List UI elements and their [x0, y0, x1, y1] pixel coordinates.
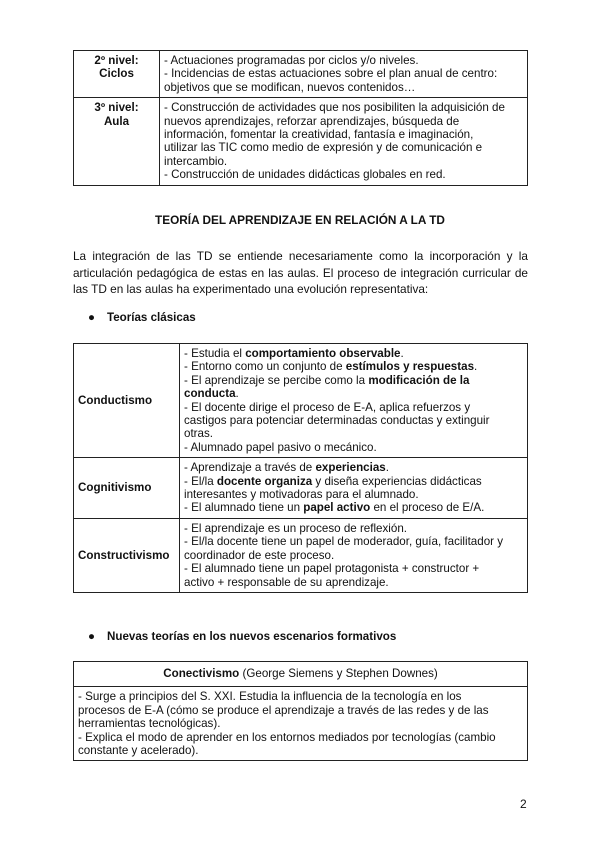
text-line	[184, 360, 523, 373]
text-line: intercambio.	[164, 154, 228, 168]
text-line: activo + responsable de su aprendizaje.	[184, 575, 389, 589]
text-fragment: .	[235, 387, 239, 401]
text-line: coordinador de este proceso.	[184, 548, 335, 562]
page-number: 2	[520, 797, 527, 811]
emphasis: experiencias	[315, 461, 386, 475]
emphasis: docente organiza	[216, 474, 313, 488]
text-line: interesantes y motivadoras para el alumnado.	[184, 488, 419, 502]
text-line: - Construcción de actividades que nos posibiliten la adquisición de	[164, 101, 505, 115]
levels-table	[73, 50, 528, 186]
theory-description	[180, 344, 528, 458]
text-line: utilizar las TIC como medio de expresión y de comunicación e	[164, 141, 483, 155]
text-fragment: - Estudia el	[184, 347, 246, 360]
text-fragment: - Entorno como un conjunto de	[184, 360, 346, 374]
text-fragment: - El alumnado tiene un	[184, 501, 304, 515]
theory-name: Constructivismo	[74, 518, 180, 592]
level-label-cell	[74, 51, 160, 98]
bullet-classic-theories	[88, 311, 196, 324]
text-fragment: - El aprendizaje se percibe como la	[184, 373, 369, 387]
table-row	[74, 687, 528, 761]
bullet-new-theories	[88, 630, 396, 643]
text-fragment: .	[385, 461, 389, 475]
theory-description	[180, 518, 528, 592]
text-fragment: - Aprendizaje a través de	[184, 461, 316, 475]
table-row	[74, 98, 528, 185]
emphasis: estímulos y respuestas	[345, 360, 475, 374]
level-label-cell	[74, 98, 160, 185]
theory-description	[180, 458, 528, 519]
text-fragment: en el proceso de E/A.	[370, 501, 485, 515]
level-description-cell	[160, 98, 528, 185]
text-line: - Actuaciones programadas por ciclos y/o niveles.	[164, 54, 419, 67]
bullet-label: Nuevas teorías en los nuevos escenarios formativos	[107, 630, 397, 643]
text-line: nuevos aprendizajes, reforzar aprendizajes, búsqueda de	[164, 114, 460, 128]
bullet-icon: ●	[88, 630, 96, 643]
text-line: procesos de E-A (cómo se produce el aprendizaje a través de las redes y de las	[78, 703, 489, 717]
text-line: información, fomentar la creatividad, fantasía e imaginación,	[164, 128, 474, 142]
text-line: herramientas tecnológicas).	[78, 717, 221, 731]
text-line: castigos para potenciar determinadas conductas y extinguir	[184, 414, 490, 428]
text-line: - Explica el modo de aprender en los entornos mediados por tecnologías (cambio	[78, 730, 496, 744]
level-description-cell	[160, 51, 528, 98]
emphasis: conducta	[184, 387, 236, 401]
text-line: - El aprendizaje es un proceso de reflexión.	[184, 521, 407, 535]
level-name: Aula	[103, 114, 130, 128]
emphasis: comportamiento observable	[245, 347, 401, 360]
table-row	[74, 51, 528, 98]
text-line: - Surge a principios del S. XXI. Estudia la influencia de la tecnología en los	[78, 690, 462, 704]
intro-paragraph: La integración de las TD se entiende necesariamente como la incorporación y la articulación pedagógica de estas en las aulas. El proceso de integración curricular de las TD en las aulas ha experimentado una evolución representativa:	[73, 249, 528, 296]
text-line	[184, 374, 523, 387]
text-line	[184, 347, 523, 360]
text-line	[184, 461, 523, 474]
table-row	[74, 662, 528, 687]
text-line	[184, 387, 523, 400]
text-line: - Alumnado papel pasivo o mecánico.	[184, 440, 377, 454]
theory-name: Conductismo	[74, 344, 180, 458]
text-fragment: .	[400, 347, 404, 360]
table-row	[74, 458, 528, 519]
conectivismo-description	[74, 687, 528, 761]
section-title: TEORÍA DEL APRENDIZAJE EN RELACIÓN A LA TD	[155, 213, 445, 227]
text-line: constante y acelerado).	[78, 744, 199, 758]
text-fragment: .	[474, 360, 478, 374]
bullet-icon: ●	[88, 311, 96, 324]
text-line: - El alumnado tiene un papel protagonista + constructor +	[184, 562, 480, 576]
bullet-label: Teorías clásicas	[107, 311, 196, 324]
theory-name: Conectivismo	[163, 667, 240, 680]
text-line: - Construcción de unidades didácticas globales en red.	[164, 168, 446, 182]
table-row	[74, 344, 528, 458]
conectivismo-header	[74, 662, 528, 687]
table-row	[74, 518, 528, 592]
emphasis: modificación de la	[368, 373, 470, 387]
conectivismo-table	[73, 661, 528, 761]
text-line	[184, 475, 523, 488]
theories-table	[73, 343, 528, 593]
level-label: 3º nivel:	[94, 101, 139, 115]
level-name: Ciclos	[99, 67, 134, 81]
text-line: objetivos que se modifican, nuevos contenidos…	[164, 80, 416, 94]
theory-name: Cognitivismo	[74, 458, 180, 519]
emphasis: papel activo	[303, 501, 371, 515]
text-line: - El/la docente tiene un papel de moderador, guía, facilitador y	[184, 535, 504, 549]
text-fragment: y diseña experiencias didácticas	[312, 474, 482, 488]
theory-authors: (George Siemens y Stephen Downes)	[239, 667, 438, 680]
text-line: - El docente dirige el proceso de E-A, aplica refuerzos y	[184, 400, 471, 414]
text-fragment: - El/la	[184, 474, 217, 488]
text-line	[184, 501, 523, 514]
text-line: - Incidencias de estas actuaciones sobre el plan anual de centro:	[164, 67, 498, 81]
level-label: 2º nivel:	[94, 54, 139, 67]
text-line: otras.	[184, 427, 213, 441]
